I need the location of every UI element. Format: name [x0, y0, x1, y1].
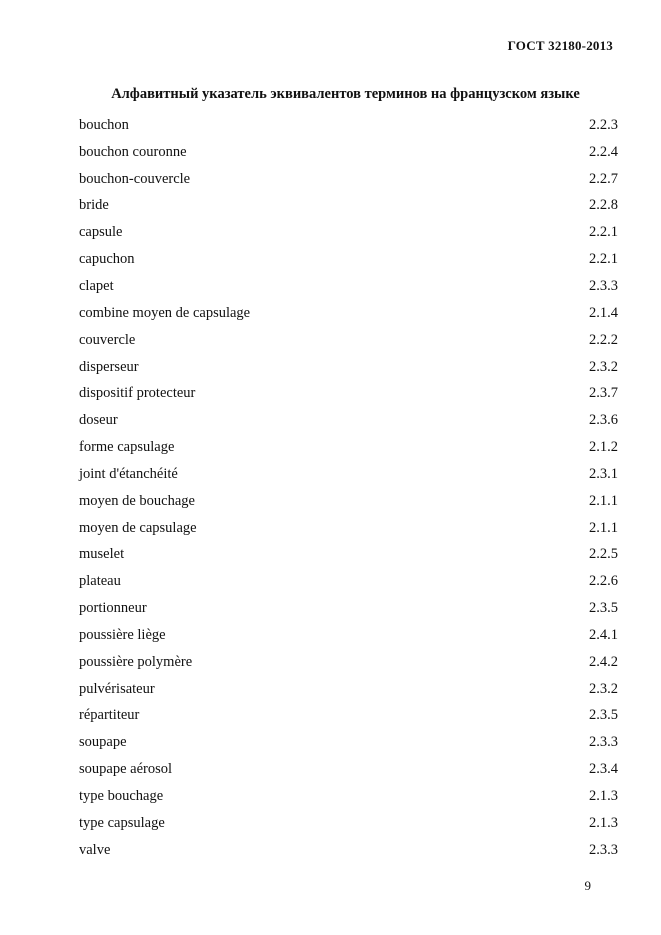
index-reference: 2.2.2: [589, 331, 618, 348]
index-reference: 2.4.1: [589, 626, 618, 643]
index-term: moyen de bouchage: [79, 492, 195, 509]
index-entry: [79, 434, 618, 461]
index-entry: [79, 568, 618, 595]
index-reference: 2.3.6: [589, 412, 618, 429]
index-entry: [79, 354, 618, 381]
document-code: ГОСТ 32180-2013: [507, 38, 613, 53]
index-term: poussière polymère: [79, 653, 193, 670]
index-term: muselet: [79, 546, 125, 563]
index-term: bouchon: [79, 116, 129, 133]
index-term: type bouchage: [79, 788, 164, 805]
index-term: capsule: [79, 224, 123, 241]
index-term: combine moyen de capsulage: [79, 304, 251, 321]
index-term: bride: [79, 197, 109, 214]
index-term: type capsulage: [79, 814, 165, 831]
index-reference: 2.3.7: [589, 385, 618, 402]
index-term: bouchon couronne: [79, 143, 187, 160]
index-entry: [79, 595, 618, 622]
index-entry: [79, 488, 618, 515]
index-term: capuchon: [79, 251, 135, 268]
index-term: portionneur: [79, 600, 147, 617]
index-term: dispositif protecteur: [79, 385, 196, 402]
index-reference: 2.3.3: [589, 277, 618, 294]
index-reference: 2.1.3: [589, 814, 618, 831]
index-entry: [79, 300, 618, 327]
index-term: pulvérisateur: [79, 680, 155, 697]
index-entry: [79, 622, 618, 649]
index-term: joint d'étanchéité: [79, 465, 178, 482]
index-reference: 2.3.3: [589, 734, 618, 751]
index-reference: 2.1.3: [589, 788, 618, 805]
index-reference: 2.4.2: [589, 653, 618, 670]
index-term: soupape aérosol: [79, 761, 173, 778]
index-term: plateau: [79, 573, 121, 590]
index-entry: [79, 246, 618, 273]
index-reference: 2.2.3: [589, 116, 618, 133]
index-reference: 2.3.5: [589, 707, 618, 724]
index-entry: [79, 139, 618, 166]
index-reference: 2.1.1: [589, 519, 618, 536]
index-entry: [79, 542, 618, 569]
index-reference: 2.3.1: [589, 465, 618, 482]
index-term: clapet: [79, 277, 114, 294]
index-reference: 2.3.5: [589, 600, 618, 617]
index-entry: [79, 756, 618, 783]
index-entry: [79, 676, 618, 703]
index-entry: [79, 783, 618, 810]
index-term: bouchon-couvercle: [79, 170, 191, 187]
index-reference: 2.2.5: [589, 546, 618, 563]
index-reference: 2.3.3: [589, 841, 618, 858]
index-entry: [79, 837, 618, 864]
index-term: moyen de capsulage: [79, 519, 197, 536]
index-entry: [79, 461, 618, 488]
index-term: soupape: [79, 734, 127, 751]
index-term: poussière liège: [79, 626, 166, 643]
index-reference: 2.3.2: [589, 358, 618, 375]
page-number: 9: [584, 878, 591, 893]
term-index-list: [79, 112, 618, 864]
index-term: couvercle: [79, 331, 136, 348]
index-reference: 2.2.8: [589, 197, 618, 214]
index-entry: [79, 810, 618, 837]
index-term: doseur: [79, 412, 118, 429]
index-term: forme capsulage: [79, 439, 175, 456]
index-reference: 2.2.4: [589, 143, 618, 160]
index-term: répartiteur: [79, 707, 140, 724]
index-entry: [79, 703, 618, 730]
index-reference: 2.1.1: [589, 492, 618, 509]
index-entry: [79, 515, 618, 542]
index-entry: [79, 649, 618, 676]
index-term: valve: [79, 841, 111, 858]
index-entry: [79, 112, 618, 139]
index-entry: [79, 273, 618, 300]
index-reference: 2.3.4: [589, 761, 618, 778]
index-entry: [79, 729, 618, 756]
page-title: Алфавитный указатель эквивалентов терминов на французском языке: [111, 86, 580, 102]
index-entry: [79, 219, 618, 246]
index-reference: 2.1.4: [589, 304, 618, 321]
index-entry: [79, 166, 618, 193]
index-reference: 2.2.6: [589, 573, 618, 590]
index-reference: 2.2.1: [589, 224, 618, 241]
index-reference: 2.2.7: [589, 170, 618, 187]
index-reference: 2.1.2: [589, 439, 618, 456]
index-reference: 2.3.2: [589, 680, 618, 697]
index-entry: [79, 327, 618, 354]
index-reference: 2.2.1: [589, 251, 618, 268]
index-entry: [79, 193, 618, 220]
index-term: disperseur: [79, 358, 139, 375]
index-entry: [79, 407, 618, 434]
index-entry: [79, 380, 618, 407]
